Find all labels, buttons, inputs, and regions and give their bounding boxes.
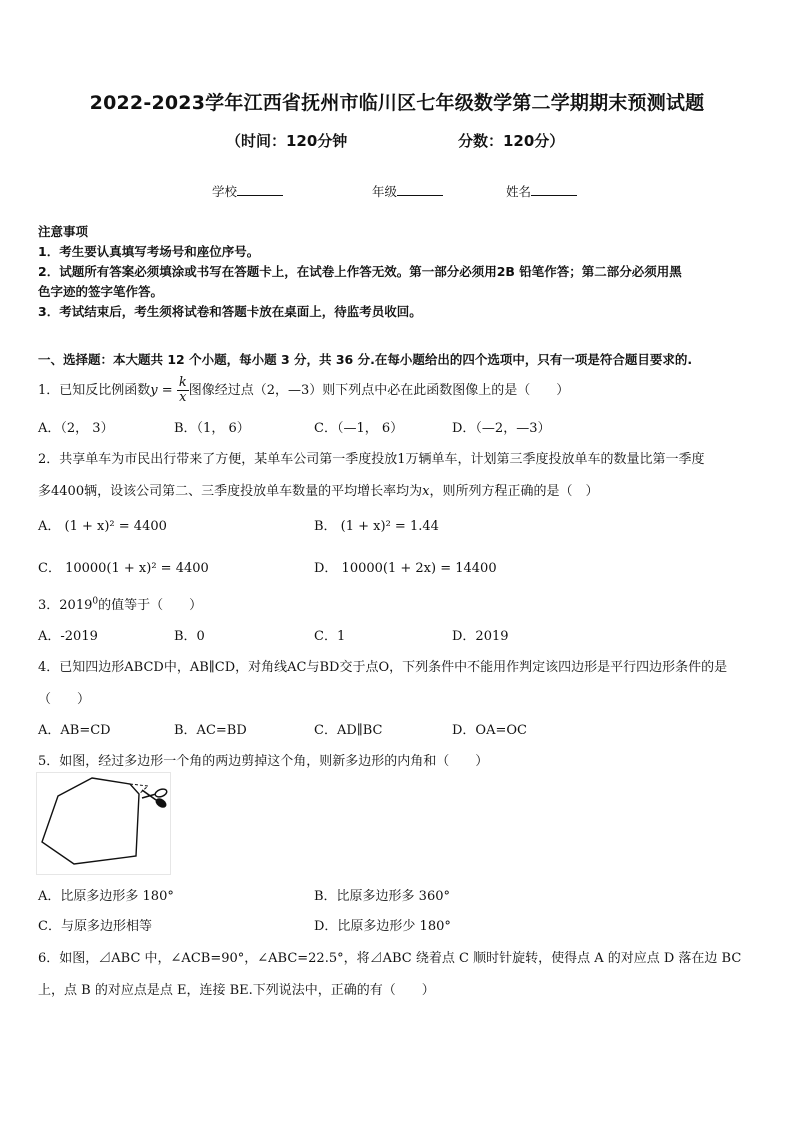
q3-option-a[interactable]: A．-2019 [38, 629, 98, 644]
exam-time: （时间：120分钟 [226, 132, 348, 150]
q3-option-d[interactable]: D．2019 [452, 629, 509, 644]
question-3: 3．2019$^0$的值等于（ ） [38, 596, 203, 613]
q5-option-b[interactable]: B．比原多边形多 360° [314, 889, 450, 904]
q1-option-a[interactable]: A．（2， 3） [38, 421, 114, 436]
notes-heading: 注意事项 [38, 224, 89, 239]
q4-option-a[interactable]: A．AB=CD [38, 723, 111, 738]
question-2-line2: 多4400辆，设该公司第二、三季度投放单车数量的平均增长率均为x，则所列方程正确的是（ ） [38, 484, 599, 499]
q1-option-c[interactable]: C．（—1， 6） [314, 421, 404, 436]
notes-item: 1．考生要认真填写考场号和座位序号。 [38, 244, 260, 259]
exam-score: 分数：120分） [458, 132, 565, 150]
question-6-line1: 6．如图，⊿ABC 中，∠ACB=90°，∠ABC=22.5°，将⊿ABC 绕着点 C 顺时针旋转，使得点 A 的对应点 D 落在边 BC [38, 951, 742, 966]
q2-option-a[interactable]: A． (1 + x)² = 4400 [38, 519, 167, 534]
q2-option-c[interactable]: C． 10000(1 + x)² = 4400 [38, 561, 209, 576]
q4-option-c[interactable]: C．AD∥BC [314, 723, 383, 738]
notes-item: 2．试题所有答案必须填涂或书写在答题卡上，在试卷上作答无效。第一部分必须用2B 铅笔作答；第二部分必须用黑 [38, 264, 682, 279]
q3-option-c[interactable]: C．1 [314, 629, 346, 644]
question-1: 1．已知反比例函数y = $\frac{k}{x}$ 图像经过点（2，—3）则下列点中必在此函数图像上的是（ ） [38, 375, 570, 405]
grade-field: 年级 [372, 182, 443, 200]
q1-option-b[interactable]: B．（1， 6） [174, 421, 250, 436]
q2-option-d[interactable]: D． 10000(1 + 2x) = 14400 [314, 561, 497, 576]
notes-item: 3．考试结束后，考生须将试卷和答题卡放在桌面上，待监考员收回。 [38, 304, 422, 319]
q1-option-d[interactable]: D．（—2，—3） [452, 421, 551, 436]
name-field: 姓名 [506, 182, 577, 200]
q4-option-b[interactable]: B．AC=BD [174, 723, 247, 738]
exam-title: 2022-2023学年江西省抚州市临川区七年级数学第二学期期末预测试题 [89, 92, 705, 114]
polygon-shape [42, 778, 139, 864]
scissors-icon [142, 788, 168, 810]
school-field: 学校 [212, 182, 283, 200]
notes-item: 色字迹的签字笔作答。 [38, 284, 164, 299]
question-2-line1: 2．共享单车为市民出行带来了方便，某单车公司第一季度投放1万辆单车，计划第三季度投放单车的数量比第一季度 [38, 452, 705, 467]
fraction-k-over-x: $\frac{k}{x}$ [178, 375, 187, 405]
question-6-line2: 上，点 B 的对应点是点 E，连接 BE.下列说法中，正确的有（ ） [38, 983, 435, 998]
q4-option-d[interactable]: D．OA=OC [452, 723, 527, 738]
question-4-line1: 4．已知四边形ABCD中，AB∥CD，对角线AC与BD交于点O，下列条件中不能用作判定该四边形是平行四边形条件的是 [38, 660, 728, 675]
heptagon-figure [36, 772, 172, 876]
q2-option-b[interactable]: B． (1 + x)² = 1.44 [314, 519, 439, 534]
question-4-line2: （ ） [38, 692, 91, 707]
q5-option-a[interactable]: A．比原多边形多 180° [38, 889, 174, 904]
q3-option-b[interactable]: B．0 [174, 629, 205, 644]
notes-block [38, 222, 758, 322]
section-heading: 一、选择题：本大题共 12 个小题，每小题 3 分，共 36 分.在每小题给出的四个选项中，只有一项是符合题目要求的. [38, 352, 693, 367]
question-5: 5．如图，经过多边形一个角的两边剪掉这个角，则新多边形的内角和（ ） [38, 754, 489, 769]
q5-option-c[interactable]: C．与原多边形相等 [38, 919, 152, 934]
q5-option-d[interactable]: D．比原多边形少 180° [314, 919, 451, 934]
